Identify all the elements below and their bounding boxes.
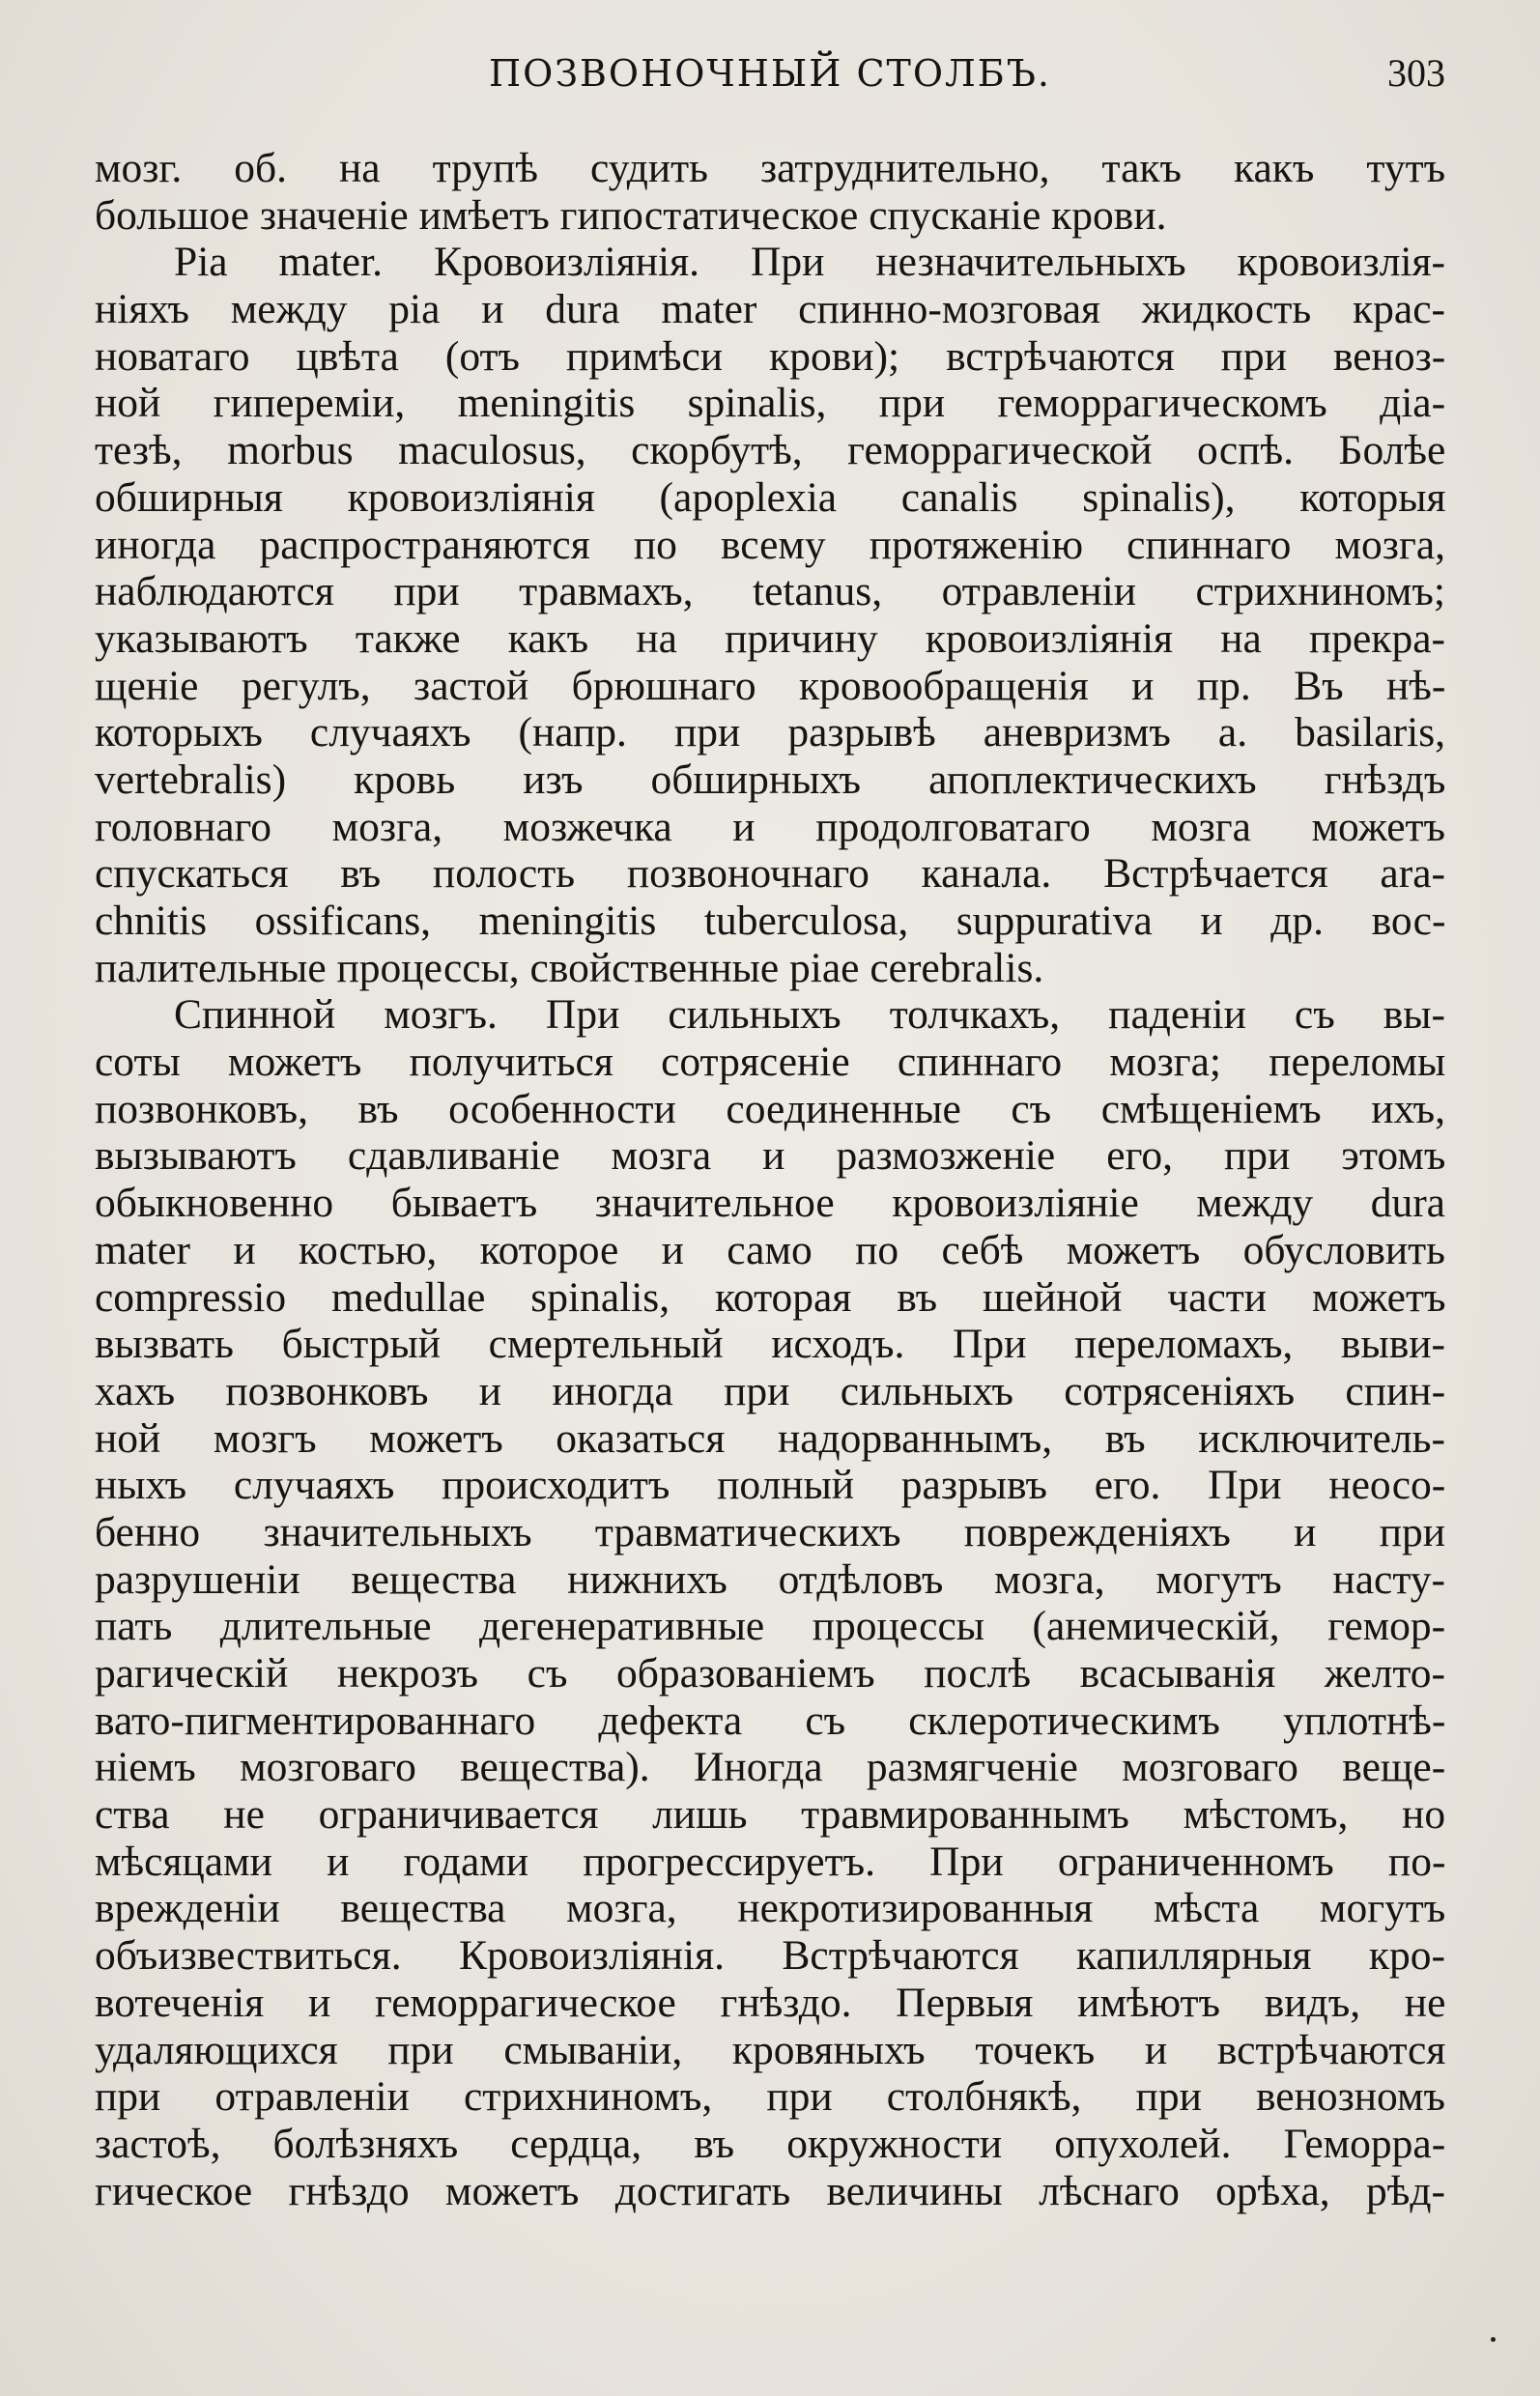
text-line: мозг. об. на трупѣ судить затруднительно, такъ какъ тутъ — [95, 145, 1446, 191]
running-title: ПОЗВОНОЧНЫЙ СТОЛБЪ. — [489, 52, 1051, 95]
text-line: рагическiй некрозъ съ образованiемъ послѣ всасыванiя желто- — [95, 1650, 1445, 1697]
text-line: ной гиперемiи, meningitis spinalis, при геморрагическомъ дiа- — [95, 380, 1446, 427]
text-line: тезѣ, morbus maculosus, скорбутѣ, геморрагической оспѣ. Болѣе — [95, 427, 1446, 474]
text-line: застоѣ, болѣзняхъ сердца, въ окружности опухолей. Геморра- — [95, 2120, 1446, 2167]
text-line: иногда распространяются по всему протяженiю спиннаго мозга, — [95, 521, 1445, 568]
text-line: палительные процессы, свойственные piae cerebralis. — [95, 944, 1044, 991]
paper-speck — [1491, 2337, 1496, 2342]
text-line: пать длительные дегенеративные процессы (анемическiй, гемор- — [95, 1603, 1446, 1650]
text-line: позвонковъ, въ особенности соединенные съ смѣщенiемъ ихъ, — [95, 1085, 1445, 1132]
text-line: щенiе регулъ, застой брюшнаго кровообращенiя и пр. Въ нѣ- — [95, 662, 1446, 709]
text-line: chnitis ossificans, meningitis tuberculosa, suppurativa и др. вос- — [95, 898, 1446, 944]
text-line: вато-пигментированнаго дефекта съ склеротическимъ уплотнѣ- — [95, 1697, 1446, 1744]
text-line: ной мозгъ можетъ оказаться надорваннымъ, въ исключитель- — [95, 1414, 1445, 1462]
text-line: нiемъ мозговаго вещества). Иногда размягченiе мозговаго веще- — [95, 1744, 1446, 1791]
text-line: нiяхъ между pia и dura mater спинно-мозговая жидкость крас- — [95, 286, 1445, 333]
text-line: головнаго мозга, мозжечка и продолговатаго мозга можетъ — [95, 803, 1445, 850]
page-number: 303 — [1387, 51, 1445, 95]
body-text — [95, 145, 1445, 2214]
paragraph-start-line: Спинной мозгъ. При сильныхъ толчкахъ, паденiи съ вы- — [174, 991, 1445, 1039]
text-line: ства не ограничивается лишь травмированнымъ мѣстомъ, но — [95, 1791, 1446, 1839]
text-line: бенно значительныхъ травматическихъ поврежденiяхъ и при — [95, 1508, 1446, 1555]
text-line: при отравленiи стрихниномъ, при столбнякѣ, при венозномъ — [95, 2073, 1445, 2121]
text-line: обширныя кровоизлiянiя (apoplexia canalis spinalis), которыя — [95, 473, 1446, 521]
text-line: хахъ позвонковъ и иногда при сильныхъ сотрясенiяхъ спин- — [95, 1367, 1446, 1414]
text-line: гическое гнѣздо можетъ достигать величины лѣснаго орѣха, рѣд- — [95, 2167, 1445, 2214]
text-line: новатаго цвѣта (отъ примѣси крови); встрѣчаются при веноз- — [95, 332, 1446, 380]
text-line: удаляющихся при смыванiи, кровяныхъ точекъ и встрѣчаются — [95, 2026, 1446, 2073]
text-line: вызвать быстрый смертельный исходъ. При переломахъ, выви- — [95, 1321, 1445, 1368]
text-line: вызываютъ сдавливанiе мозга и размозженiе его, при этомъ — [95, 1132, 1446, 1180]
text-line: которыхъ случаяхъ (напр. при разрывѣ аневризмъ a. basilaris, — [95, 709, 1445, 756]
text-line: mater и костью, которое и само по себѣ можетъ обусловить — [95, 1226, 1445, 1273]
text-line: разрушенiи вещества нижнихъ отдѣловъ мозга, могутъ насту- — [95, 1555, 1445, 1603]
text-line: наблюдаются при травмахъ, tetanus, отравленiи стрихниномъ; — [95, 568, 1445, 615]
text-line: соты можетъ получиться сотрясенiе спиннаго мозга; переломы — [95, 1039, 1446, 1086]
paragraph-start-line: Pia mater. Кровоизлiянiя. При незначительныхъ кровоизлiя- — [174, 239, 1445, 286]
text-line: большое значенiе имѣетъ гипостатическое спусканiе крови. — [95, 191, 1167, 239]
text-line: мѣсяцами и годами прогрессируетъ. При ограниченномъ по- — [95, 1838, 1446, 1885]
text-line: врежденiи вещества мозга, некротизированныя мѣста могутъ — [95, 1885, 1446, 1932]
text-line: обыкновенно бываетъ значительное кровоизлiянiе между dura — [95, 1180, 1445, 1227]
page-header — [95, 50, 1445, 108]
text-line: указываютъ также какъ на причину кровоизлiянiя на прекра- — [95, 614, 1445, 662]
text-line: спускаться въ полость позвоночнаго канала. Встрѣчается ara- — [95, 850, 1445, 898]
text-line: объизвествиться. Кровоизлiянiя. Встрѣчаются капиллярныя кро- — [95, 1932, 1445, 1980]
text-line: compressio medullae spinalis, которая въ шейной части можетъ — [95, 1273, 1446, 1321]
text-line: ныхъ случаяхъ происходитъ полный разрывъ его. При неосо- — [95, 1462, 1446, 1509]
text-line: вотеченiя и геморрагическое гнѣздо. Первыя имѣютъ видъ, не — [95, 1979, 1446, 2026]
text-line: vertebralis) кровь изъ обширныхъ апоплектическихъ гнѣздъ — [95, 756, 1446, 803]
